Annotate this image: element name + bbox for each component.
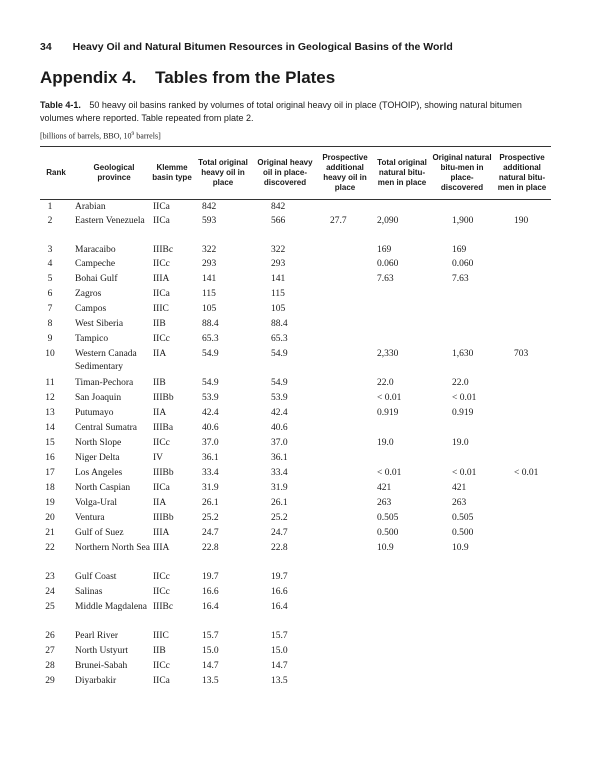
cell-klemme: IIB: [153, 378, 166, 388]
cell-klemme: IIIBb: [153, 513, 174, 523]
cell-rank: 2: [47, 216, 53, 226]
cell-discovered-bitumen: 10.9: [452, 543, 469, 553]
appendix-number: Appendix 4.: [40, 68, 137, 87]
cell-total-heavy: 53.9: [202, 393, 219, 403]
cell-discovered-heavy: 26.1: [271, 498, 288, 508]
cell-total-heavy: 24.7: [202, 528, 219, 538]
cell-province: Northern North Sea: [75, 543, 150, 553]
cell-rank: 15: [45, 438, 55, 448]
cell-klemme: IICc: [153, 572, 170, 582]
cell-rank: 16: [45, 453, 55, 463]
column-header-total-bitumen: Total original natural bitu-men in place: [377, 158, 427, 187]
cell-province: Salinas: [75, 587, 103, 597]
cell-prospective-bitumen: 190: [514, 216, 529, 226]
cell-total-heavy: 54.9: [202, 349, 219, 359]
cell-discovered-bitumen: 421: [452, 483, 467, 493]
cell-total-heavy: 115: [202, 289, 216, 299]
cell-klemme: IIIC: [153, 304, 169, 314]
cell-rank: 6: [47, 289, 53, 299]
cell-discovered-bitumen: 1,900: [452, 216, 474, 226]
appendix-title: Tables from the Plates: [155, 68, 336, 87]
cell-discovered-heavy: 88.4: [271, 319, 288, 329]
cell-rank: 14: [45, 423, 55, 433]
cell-rank: 4: [47, 259, 53, 269]
cell-prospective-bitumen: 703: [514, 349, 529, 359]
cell-province: Brunei-Sabah: [75, 661, 128, 671]
cell-prospective-bitumen: < 0.01: [514, 468, 539, 478]
cell-discovered-heavy: 105: [271, 304, 286, 314]
cell-province: Ventura: [75, 513, 105, 523]
cell-province: Gulf Coast: [75, 572, 117, 582]
cell-rank: 24: [45, 587, 55, 597]
cell-rank: 5: [47, 274, 53, 284]
table-header-rule: [40, 199, 551, 200]
cell-discovered-heavy: 65.3: [271, 334, 288, 344]
cell-discovered-heavy: 842: [271, 202, 286, 212]
cell-total-bitumen: 0.919: [377, 408, 399, 418]
cell-discovered-bitumen: 7.63: [452, 274, 469, 284]
column-header-prospective-bitumen: Prospective additional natural bitu-men in place: [497, 153, 547, 192]
cell-klemme: IICa: [153, 202, 170, 212]
table-units-note: [40, 131, 161, 141]
cell-total-heavy: 88.4: [202, 319, 219, 329]
cell-total-heavy: 54.9: [202, 378, 219, 388]
cell-rank: 18: [45, 483, 55, 493]
cell-province: Arabian: [75, 202, 106, 212]
cell-klemme: IIIBa: [153, 423, 174, 433]
cell-total-bitumen: 22.0: [377, 378, 394, 388]
cell-rank: 8: [47, 319, 53, 329]
cell-rank: 22: [45, 543, 55, 553]
cell-discovered-heavy: 33.4: [271, 468, 288, 478]
cell-discovered-heavy: 566: [271, 216, 286, 226]
cell-total-heavy: 37.0: [202, 438, 219, 448]
cell-province: North Caspian: [75, 483, 131, 493]
cell-rank: 9: [47, 334, 53, 344]
table-caption-text: 50 heavy oil basins ranked by volumes of total original heavy oil in place (TOHOIP), showing natural bitumen volumes where reported. Table repeated from plate 2.: [40, 100, 522, 123]
cell-discovered-heavy: 13.5: [271, 676, 288, 686]
cell-total-bitumen: < 0.01: [377, 393, 402, 403]
cell-total-heavy: 593: [202, 216, 217, 226]
cell-discovered-bitumen: < 0.01: [452, 468, 477, 478]
cell-klemme: IIA: [153, 498, 167, 508]
cell-total-bitumen: 19.0: [377, 438, 394, 448]
units-prefix: [billions of barrels, BBO, 10: [40, 131, 132, 141]
cell-total-heavy: 16.6: [202, 587, 219, 597]
cell-province: Campos: [75, 304, 107, 314]
cell-klemme: IICa: [153, 483, 170, 493]
cell-discovered-heavy: 16.6: [271, 587, 288, 597]
cell-discovered-bitumen: 0.919: [452, 408, 474, 418]
cell-province: Middle Magdalena: [75, 602, 148, 612]
cell-klemme: IICc: [153, 259, 170, 269]
cell-discovered-heavy: 25.2: [271, 513, 288, 523]
cell-rank: 7: [47, 304, 53, 314]
cell-total-bitumen: 169: [377, 245, 392, 255]
cell-discovered-bitumen: 19.0: [452, 438, 469, 448]
cell-total-heavy: 16.4: [202, 602, 219, 612]
column-header-discovered-bitumen: Original natural bitu-men in place-discovered: [432, 153, 492, 192]
cell-discovered-heavy: 31.9: [271, 483, 288, 493]
cell-rank: 25: [45, 602, 55, 612]
page-number: 34: [40, 41, 52, 53]
running-head: [40, 41, 453, 53]
cell-klemme: IIIA: [153, 274, 170, 284]
cell-discovered-heavy: 40.6: [271, 423, 288, 433]
cell-discovered-heavy: 115: [271, 289, 285, 299]
cell-total-heavy: 842: [202, 202, 217, 212]
cell-discovered-bitumen: 169: [452, 245, 467, 255]
cell-discovered-heavy: 322: [271, 245, 286, 255]
cell-total-heavy: 25.2: [202, 513, 219, 523]
cell-province: Volga-Ural: [75, 498, 118, 508]
cell-discovered-heavy: 15.7: [271, 631, 288, 641]
cell-province: North Slope: [75, 438, 122, 448]
cell-discovered-bitumen: < 0.01: [452, 393, 477, 403]
cell-klemme: IICc: [153, 661, 170, 671]
cell-discovered-bitumen: 1,630: [452, 349, 474, 359]
cell-klemme: IIIC: [153, 631, 169, 641]
column-header-province: Geological province: [93, 163, 135, 182]
cell-discovered-heavy: 19.7: [271, 572, 288, 582]
cell-total-bitumen: 2,330: [377, 349, 399, 359]
cell-province: Niger Delta: [75, 453, 120, 463]
cell-rank: 23: [45, 572, 55, 582]
cell-discovered-heavy: 14.7: [271, 661, 288, 671]
cell-discovered-bitumen: 263: [452, 498, 467, 508]
cell-klemme: IIIA: [153, 528, 170, 538]
cell-total-bitumen: 7.63: [377, 274, 394, 284]
cell-rank: 3: [47, 245, 53, 255]
cell-total-heavy: 141: [202, 274, 217, 284]
cell-total-heavy: 42.4: [202, 408, 219, 418]
cell-klemme: IIIBc: [153, 245, 174, 255]
cell-province: Diyarbakir: [75, 676, 117, 686]
column-header-prospective-heavy: Prospective additional heavy oil in place: [322, 153, 368, 192]
cell-province: Campeche: [75, 259, 116, 269]
cell-total-heavy: 13.5: [202, 676, 219, 686]
cell-klemme: IICc: [153, 587, 170, 597]
cell-discovered-heavy: 24.7: [271, 528, 288, 538]
column-header-rank: Rank: [46, 168, 66, 177]
cell-total-heavy: 19.7: [202, 572, 219, 582]
cell-prospective-heavy: 27.7: [330, 216, 347, 226]
cell-total-heavy: 65.3: [202, 334, 219, 344]
cell-discovered-bitumen: 0.505: [452, 513, 474, 523]
cell-klemme: IIIA: [153, 543, 170, 553]
cell-total-heavy: 14.7: [202, 661, 219, 671]
cell-province: Western Canada Sedimentary: [75, 349, 137, 372]
cell-klemme: IIA: [153, 349, 167, 359]
cell-klemme: IIB: [153, 319, 166, 329]
cell-province: Zagros: [75, 289, 102, 299]
cell-province: West Siberia: [75, 319, 124, 329]
cell-total-bitumen: 421: [377, 483, 392, 493]
cell-klemme: IICa: [153, 216, 170, 226]
cell-province: Eastern Venezuela: [75, 216, 145, 226]
cell-total-bitumen: < 0.01: [377, 468, 402, 478]
column-header-klemme: Klemme basin type: [152, 163, 192, 182]
cell-total-heavy: 293: [202, 259, 217, 269]
cell-rank: 1: [47, 202, 53, 212]
cell-total-heavy: 36.1: [202, 453, 219, 463]
cell-rank: 11: [45, 378, 55, 388]
cell-province: North Ustyurt: [75, 646, 129, 656]
cell-discovered-heavy: 15.0: [271, 646, 288, 656]
cell-klemme: IIB: [153, 646, 166, 656]
cell-province: Maracaibo: [75, 245, 116, 255]
cell-discovered-heavy: 53.9: [271, 393, 288, 403]
cell-klemme: IICc: [153, 438, 170, 448]
cell-discovered-heavy: 36.1: [271, 453, 288, 463]
running-head-title: Heavy Oil and Natural Bitumen Resources in Geological Basins of the World: [72, 41, 453, 53]
cell-rank: 19: [45, 498, 55, 508]
cell-total-heavy: 26.1: [202, 498, 219, 508]
cell-discovered-heavy: 54.9: [271, 349, 288, 359]
cell-rank: 10: [45, 349, 55, 359]
cell-total-heavy: 322: [202, 245, 217, 255]
cell-rank: 29: [45, 676, 55, 686]
cell-discovered-bitumen: 0.060: [452, 259, 474, 269]
cell-total-bitumen: 263: [377, 498, 392, 508]
column-header-discovered-heavy: Original heavy oil in place-discovered: [257, 158, 313, 187]
cell-total-bitumen: 0.500: [377, 528, 399, 538]
cell-total-heavy: 22.8: [202, 543, 219, 553]
cell-discovered-heavy: 16.4: [271, 602, 288, 612]
cell-province: Los Angeles: [75, 468, 123, 478]
cell-discovered-bitumen: 22.0: [452, 378, 469, 388]
cell-rank: 13: [45, 408, 55, 418]
cell-rank: 27: [45, 646, 55, 656]
cell-discovered-heavy: 37.0: [271, 438, 288, 448]
cell-discovered-heavy: 54.9: [271, 378, 288, 388]
cell-discovered-heavy: 42.4: [271, 408, 288, 418]
cell-klemme: IIA: [153, 408, 167, 418]
cell-total-heavy: 15.0: [202, 646, 219, 656]
cell-total-heavy: 40.6: [202, 423, 219, 433]
column-header-total-heavy: Total original heavy oil in place: [198, 158, 248, 187]
cell-province: Timan-Pechora: [75, 378, 134, 388]
appendix-heading: [40, 68, 335, 88]
cell-rank: 12: [45, 393, 55, 403]
cell-total-bitumen: 0.505: [377, 513, 399, 523]
cell-klemme: IICa: [153, 676, 170, 686]
cell-total-bitumen: 2,090: [377, 216, 399, 226]
cell-klemme: IIIBc: [153, 602, 174, 612]
cell-klemme: IIIBb: [153, 468, 174, 478]
cell-rank: 26: [45, 631, 55, 641]
cell-discovered-heavy: 22.8: [271, 543, 288, 553]
cell-rank: 21: [45, 528, 55, 538]
cell-province: Tampico: [75, 334, 109, 344]
cell-rank: 28: [45, 661, 55, 671]
cell-total-heavy: 33.4: [202, 468, 219, 478]
cell-discovered-heavy: 293: [271, 259, 286, 269]
cell-province: Central Sumatra: [75, 423, 137, 433]
cell-province: Pearl River: [75, 631, 119, 641]
cell-province: Bohai Gulf: [75, 274, 118, 284]
cell-total-heavy: 31.9: [202, 483, 219, 493]
cell-rank: 20: [45, 513, 55, 523]
cell-total-bitumen: 10.9: [377, 543, 394, 553]
table-caption: [40, 99, 550, 124]
cell-total-heavy: 15.7: [202, 631, 219, 641]
cell-discovered-bitumen: 0.500: [452, 528, 474, 538]
units-exponent: 9: [131, 131, 135, 137]
table-caption-label: Table 4-1.: [40, 100, 81, 110]
cell-province: Putumayo: [75, 408, 114, 418]
cell-province: San Joaquin: [75, 393, 122, 403]
cell-discovered-heavy: 141: [271, 274, 286, 284]
cell-klemme: IIIBb: [153, 393, 174, 403]
cell-total-heavy: 105: [202, 304, 217, 314]
cell-rank: 17: [45, 468, 55, 478]
cell-klemme: IV: [153, 453, 164, 463]
cell-province: Gulf of Suez: [75, 528, 124, 538]
cell-total-bitumen: 0.060: [377, 259, 399, 269]
cell-klemme: IICc: [153, 334, 170, 344]
units-suffix: barrels]: [134, 131, 161, 141]
cell-klemme: IICa: [153, 289, 170, 299]
